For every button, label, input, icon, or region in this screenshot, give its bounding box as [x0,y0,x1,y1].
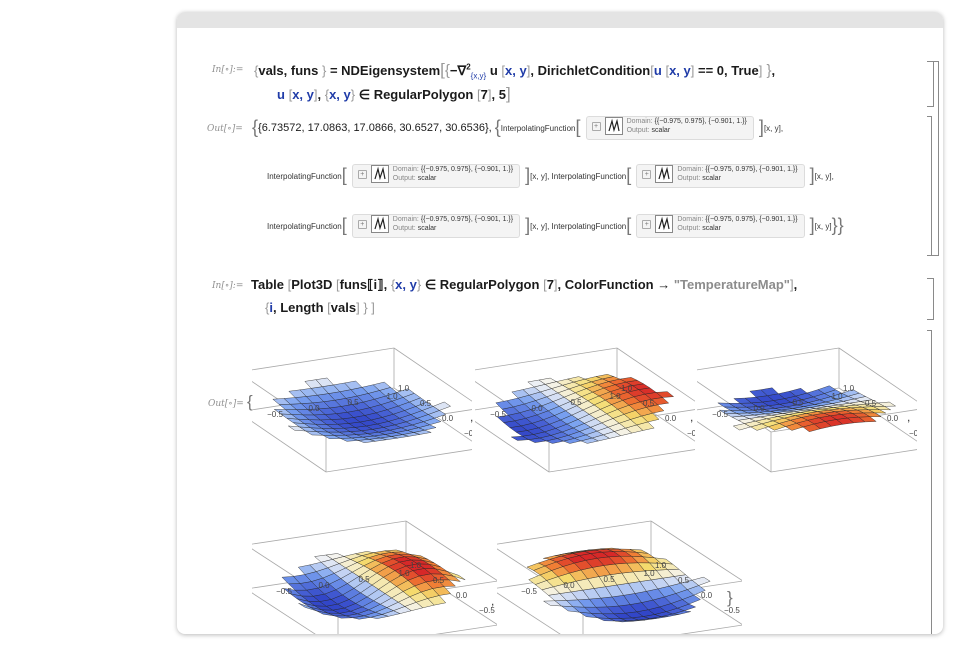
output-label-2: Out[∘]= [208,399,244,409]
output-row-3: InterpolatingFunction[ +Domain: {{−0.975, 0.975}, {−0.901, 1.}} Output: scalar ][x, y], InterpolatingFunction[ +Domain: {{−0.975, 0.975}, {−0.901, 1.}} Output: scalar ][x, y]}} [267,214,844,238]
interpolating-function-box-3[interactable]: +Domain: {{−0.975, 0.975}, {−0.901, 1.}} Output: scalar [636,164,804,188]
list-separator: , [491,594,495,608]
x-tick-label: 0.0 [563,581,575,590]
function-graph-icon [371,215,389,233]
x-tick-label: 1.0 [831,392,843,401]
x-tick-label: 0.5 [358,575,370,584]
x-tick-label: −0.5 [267,410,283,419]
x-tick-label: −0.5 [276,587,292,596]
interpolating-function-box-1[interactable]: +Domain: {{−0.975, 0.975}, {−0.901, 1.}} Output: scalar [586,116,754,140]
expand-icon[interactable]: + [358,220,367,229]
y-tick-label: 1.0 [621,384,633,393]
function-graph-icon [371,165,389,183]
y-tick-label: 0.0 [456,591,468,600]
notebook-window [177,12,943,634]
y-tick-label: 0.5 [420,399,432,408]
y-tick-label: 1.0 [410,561,422,570]
y-tick-label: 0.0 [701,591,713,600]
input-code-line-3[interactable]: Table [Plot3D [funs⟦i⟧, {x, y} ∈ RegularPolygon [7], ColorFunction → "TemperatureMap"], [251,277,798,292]
output-list-close-brace: } [727,588,733,607]
y-tick-label: 0.0 [442,414,454,423]
y-tick-label: 0.5 [865,399,877,408]
x-tick-label: 0.0 [318,581,330,590]
output-list-open-brace: { [247,392,253,411]
interpolating-function-5: InterpolatingFunction [551,221,627,231]
input-code-line-2[interactable]: u [x, y], {x, y} ∈ RegularPolygon [7], 5] [277,84,511,103]
surface [718,386,896,432]
cell-bracket-input-2[interactable] [927,278,934,320]
expand-icon[interactable]: + [642,170,651,179]
interpolating-function-box-4[interactable]: +Domain: {{−0.975, 0.975}, {−0.901, 1.}} Output: scalar [352,214,520,238]
y-tick-label: 1.0 [398,384,410,393]
x-tick-label: −0.5 [712,410,728,419]
plot3d-mode-2[interactable] [475,330,695,507]
x-tick-label: 0.0 [531,404,543,413]
x-tick-label: −0.5 [490,410,506,419]
surface [527,548,710,622]
surface [496,374,674,443]
interpolating-function-2: InterpolatingFunction [267,171,342,181]
list-separator: , [690,410,694,424]
x-tick-label: 0.0 [753,404,765,413]
surface [273,378,451,443]
y-tick-label: −0 [464,429,472,438]
plot3d-mode-4[interactable] [252,503,497,634]
y-tick-label: −0.5 [724,606,740,615]
notebook-content[interactable] [177,28,943,634]
function-graph-icon [655,165,673,183]
interpolating-function-4: InterpolatingFunction [267,221,342,231]
y-tick-label: −0.5 [479,606,495,615]
plot3d-mode-5[interactable] [497,503,742,634]
x-tick-label: 1.0 [609,392,621,401]
x-tick-label: 1.0 [643,569,655,578]
y-tick-label: −0 [909,429,917,438]
input-code-line-1[interactable]: {vals, funs } = NDEigensystem[{−∇$^2_{\{x,y\}}$ u [x, y], DirichletCondition[u [x, y] == 0, True] }, [254,60,776,81]
input-label-1: In[∘]:= [212,65,244,75]
y-tick-label: 1.0 [655,561,667,570]
plot3d-mode-1[interactable] [252,330,472,507]
output-label-1: Out[∘]= [207,124,243,134]
window-title-bar[interactable] [177,12,943,28]
y-tick-label: 0.0 [887,414,899,423]
input-code-line-4[interactable]: {i, Length [vals] } ] [265,300,375,315]
interpolating-function-box-5[interactable]: +Domain: {{−0.975, 0.975}, {−0.901, 1.}} Output: scalar [636,214,804,238]
expand-icon[interactable]: + [592,122,601,131]
x-tick-label: −0.5 [521,587,537,596]
expand-icon[interactable]: + [358,170,367,179]
x-tick-label: 0.5 [347,398,359,407]
y-tick-label: 0.5 [678,576,690,585]
output-row-1: {{6.73572, 17.0863, 17.0866, 30.6527, 30.6536}, {InterpolatingFunction[ +Domain: {{−0.975, 0.975}, {−0.901, 1.}} Output: scalar ][x, y], [252,116,783,140]
x-tick-label: 0.0 [308,404,320,413]
y-tick-label: 0.5 [433,576,445,585]
function-graph-icon [605,117,623,135]
cell-bracket-output-2[interactable] [927,330,932,634]
output-row-2: InterpolatingFunction[ +Domain: {{−0.975, 0.975}, {−0.901, 1.}} Output: scalar ][x, y], InterpolatingFunction[ +Domain: {{−0.975, 0.975}, {−0.901, 1.}} Output: scalar ][x, y], [267,164,834,188]
interpolating-function-box-2[interactable]: +Domain: {{−0.975, 0.975}, {−0.901, 1.}} Output: scalar [352,164,520,188]
list-separator: , [470,410,474,424]
interpolating-function-1: InterpolatingFunction [500,123,576,133]
x-tick-label: 0.5 [792,398,804,407]
y-tick-label: 0.0 [665,414,677,423]
x-tick-label: 1.0 [386,392,398,401]
y-tick-label: 1.0 [843,384,855,393]
cell-bracket-group-1[interactable] [932,61,939,256]
list-separator: , [907,410,911,424]
x-tick-label: 0.5 [603,575,615,584]
input-label-2: In[∘]:= [212,281,244,291]
x-tick-label: 1.0 [398,569,410,578]
plot3d-mode-3[interactable] [697,330,917,507]
interpolating-function-3: InterpolatingFunction [551,171,627,181]
x-tick-label: 0.5 [570,398,582,407]
surface-patch [600,548,618,549]
y-tick-label: 0.5 [643,399,655,408]
function-graph-icon [655,215,673,233]
y-tick-label: −0 [687,429,695,438]
expand-icon[interactable]: + [642,220,651,229]
